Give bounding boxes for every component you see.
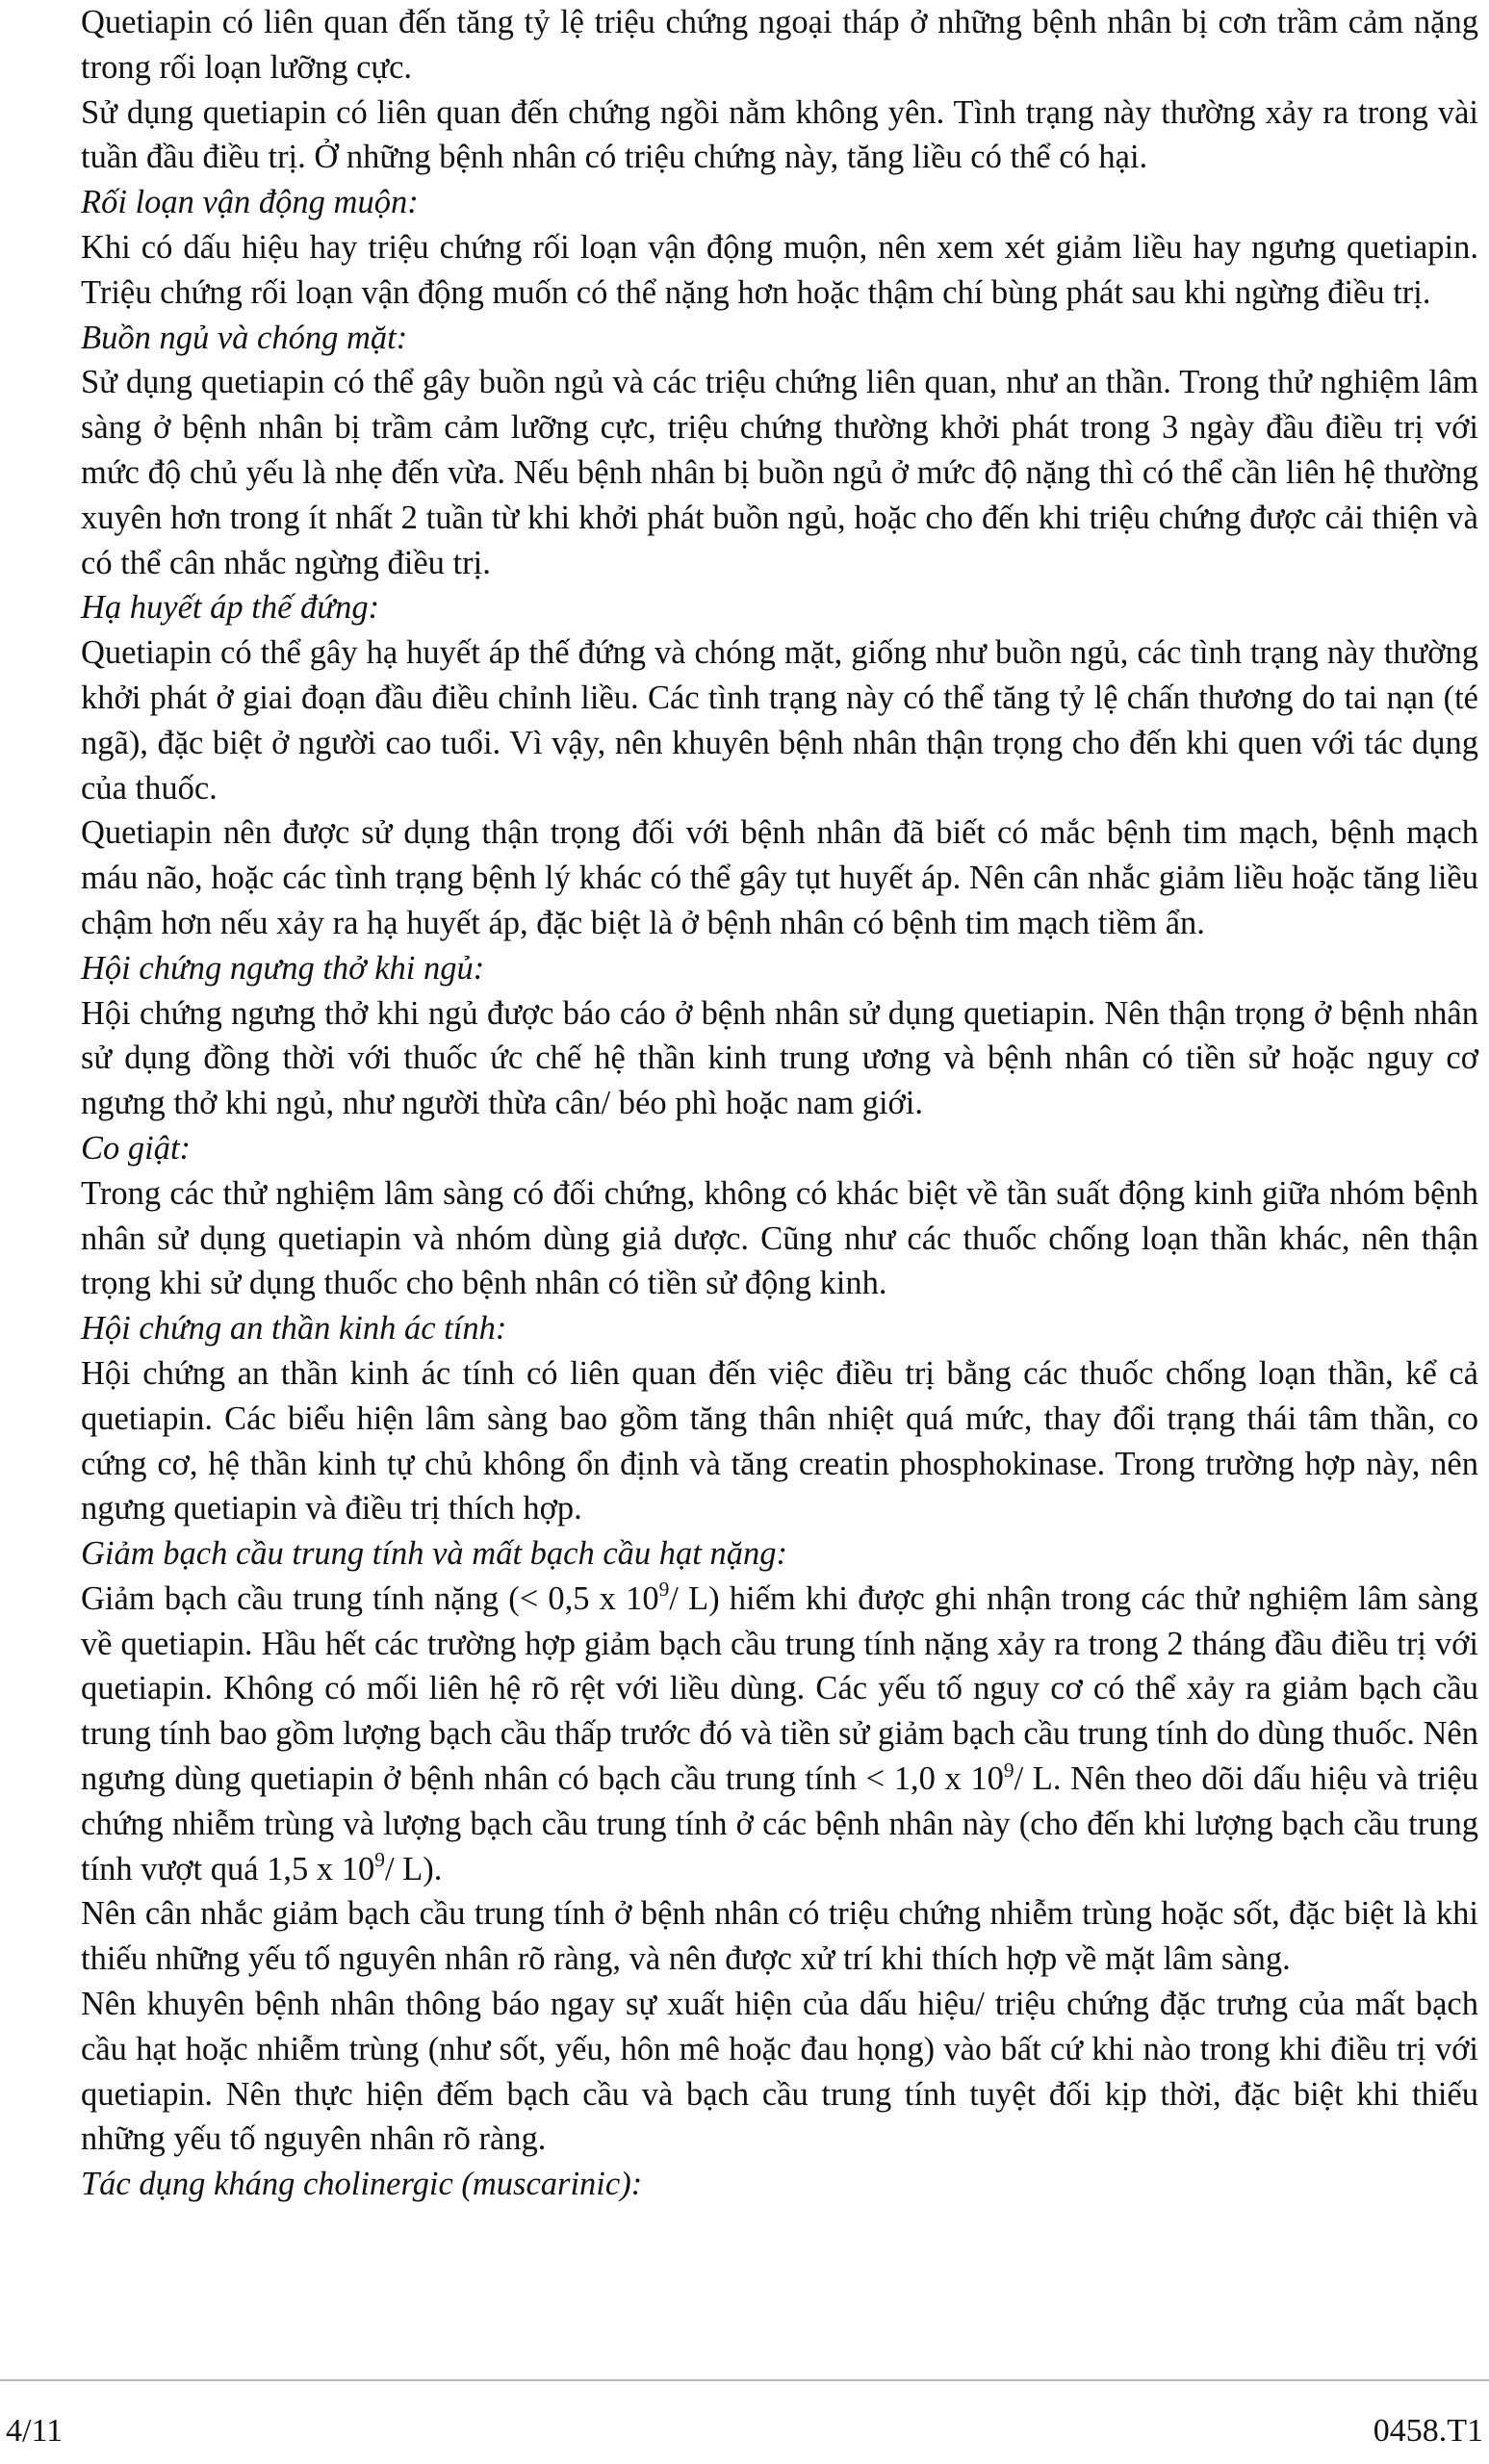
paragraph: Quetiapin có liên quan đến tăng tỷ lệ triệu chứng ngoại tháp ở những bệnh nhân bị cơn trầm cảm nặng trong rối loạn lưỡng cực.	[81, 4, 1478, 86]
section-heading-seizures: Co giật:	[81, 1129, 192, 1167]
section-heading-tardive-dyskinesia: Rối loạn vận động muộn:	[81, 184, 419, 221]
paragraph: Khi có dấu hiệu hay triệu chứng rối loạn vận động muộn, nên xem xét giảm liều hay ngưng quetiapin. Triệu chứng rối loạn vận động muốn có thể nặng hơn hoặc thậm chí bùng phát sau khi ngừng điều trị.	[81, 228, 1478, 311]
superscript: 9	[1003, 1758, 1014, 1782]
section-heading-somnolence: Buồn ngủ và chóng mặt:	[81, 319, 408, 356]
paragraph: Nên khuyên bệnh nhân thông báo ngay sự xuất hiện của dấu hiệu/ triệu chứng đặc trưng của mất bạch cầu hạt hoặc nhiễm trùng (như sốt, yếu, hôn mê hoặc đau họng) vào bất cứ khi nào trong khi điều trị với quetiapin. Nên thực hiện đếm bạch cầu và bạch cầu trung tính tuyệt đối kịp thời, đặc biệt khi thiếu những yếu tố nguyên nhân rõ ràng.	[81, 1986, 1478, 2158]
section-heading-orthostatic-hypotension: Hạ huyết áp thế đứng:	[81, 589, 380, 627]
paragraph: Trong các thử nghiệm lâm sàng có đối chứng, không có khác biệt về tần suất động kinh giữa nhóm bệnh nhân sử dụng quetiapin và nhóm dùng giả dược. Cũng như các thuốc chống loạn thần khác, nên thận trọng khi sử dụng thuốc cho bệnh nhân có tiền sử động kinh.	[81, 1174, 1478, 1302]
text-run: / L. Nên theo dõi dấu hiệu và triệu chứng nhiễm trùng và lượng bạch cầu trung tính ở các bệnh nhân này (cho đến khi lượng bạch cầu trung tính vượt quá 1,5 x 10	[81, 1760, 1478, 1887]
paragraph	[81, 1577, 1478, 1892]
paragraph: Quetiapin nên được sử dụng thận trọng đối với bệnh nhân đã biết có mắc bệnh tim mạch, bệnh mạch máu não, hoặc các tình trạng bệnh lý khác có thể gây tụt huyết áp. Nên cân nhắc giảm liều hoặc tăng liều chậm hơn nếu xảy ra hạ huyết áp, đặc biệt là ở bệnh nhân có bệnh tim mạch tiềm ẩn.	[81, 814, 1478, 941]
superscript: 9	[658, 1578, 670, 1602]
paragraph: Sử dụng quetiapin có thể gây buồn ngủ và các triệu chứng liên quan, như an thần. Trong thử nghiệm lâm sàng ở bệnh nhân bị trầm cảm lưỡng cực, triệu chứng thường khởi phát trong 3 ngày đầu điều trị với mức độ chủ yếu là nhẹ đến vừa. Nếu bệnh nhân bị buồn ngủ ở mức độ nặng thì có thể cần liên hệ thường xuyên hơn trong ít nhất 2 tuần từ khi khởi phát buồn ngủ, hoặc cho đến khi triệu chứng được cải thiện và có thể cân nhắc ngừng điều trị.	[81, 364, 1478, 581]
footer-divider	[0, 2379, 1489, 2381]
text-run: / L) hiếm khi được ghi nhận trong các thử nghiệm lâm sàng về quetiapin. Hầu hết các trường hợp giảm bạch cầu trung tính nặng xảy ra trong 2 tháng đầu điều trị với quetiapin. Không có mối liên hệ rõ rệt với liều dùng. Các yếu tố nguy cơ có thể xảy ra giảm bạch cầu trung tính bao gồm lượng bạch cầu thấp trước đó và tiền sử giảm bạch cầu trung tính do dùng thuốc. Nên ngưng dùng quetiapin ở bệnh nhân có bạch cầu trung tính < 1,0 x 10	[81, 1579, 1478, 1798]
section-heading-nms: Hội chứng an thần kinh ác tính:	[81, 1310, 507, 1348]
page-number: 4/11	[6, 2413, 64, 2449]
section-heading-anticholinergic: Tác dụng kháng cholinergic (muscarinic):	[81, 2166, 643, 2203]
text-run: Giảm bạch cầu trung tính nặng (< 0,5 x 10	[81, 1579, 659, 1617]
paragraph: Nên cân nhắc giảm bạch cầu trung tính ở bệnh nhân có triệu chứng nhiễm trùng hoặc sốt, đặc biệt là khi thiếu những yếu tố nguyên nhân rõ ràng, và nên được xử trí khi thích hợp về mặt lâm sàng.	[81, 1895, 1478, 1978]
paragraph: Sử dụng quetiapin có liên quan đến chứng ngồi nằm không yên. Tình trạng này thường xảy ra trong vài tuần đầu điều trị. Ở những bệnh nhân có triệu chứng này, tăng liều có thể có hại.	[81, 93, 1478, 176]
section-heading-sleep-apnea: Hội chứng ngưng thở khi ngủ:	[81, 949, 485, 987]
text-run: / L).	[384, 1850, 443, 1887]
paragraph: Hội chứng an thần kinh ác tính có liên quan đến việc điều trị bằng các thuốc chống loạn thần, kể cả quetiapin. Các biểu hiện lâm sàng bao gồm tăng thân nhiệt quá mức, thay đổi trạng thái tâm thần, co cứng cơ, hệ thần kinh tự chủ không ổn định và tăng creatin phosphokinase. Trong trường hợp này, nên ngưng quetiapin và điều trị thích hợp.	[81, 1354, 1478, 1527]
document-code: 0458.T1	[1373, 2413, 1483, 2449]
body-text	[81, 0, 1478, 2207]
paragraph: Quetiapin có thể gây hạ huyết áp thế đứng và chóng mặt, giống như buồn ngủ, các tình trạng này thường khởi phát ở giai đoạn đầu điều chỉnh liều. Các tình trạng này có thể tăng tỷ lệ chấn thương do tai nạn (té ngã), đặc biệt ở người cao tuổi. Vì vậy, nên khuyên bệnh nhân thận trọng cho đến khi quen với tác dụng của thuốc.	[81, 634, 1478, 807]
section-heading-neutropenia: Giảm bạch cầu trung tính và mất bạch cầu hạt nặng:	[81, 1535, 787, 1573]
superscript: 9	[374, 1848, 385, 1872]
paragraph: Hội chứng ngưng thở khi ngủ được báo cáo ở bệnh nhân sử dụng quetiapin. Nên thận trọng ở bệnh nhân sử dụng đồng thời với thuốc ức chế hệ thần kinh trung ương và bệnh nhân có tiền sử hoặc nguy cơ ngưng thở khi ngủ, như người thừa cân/ béo phì hoặc nam giới.	[81, 994, 1478, 1122]
